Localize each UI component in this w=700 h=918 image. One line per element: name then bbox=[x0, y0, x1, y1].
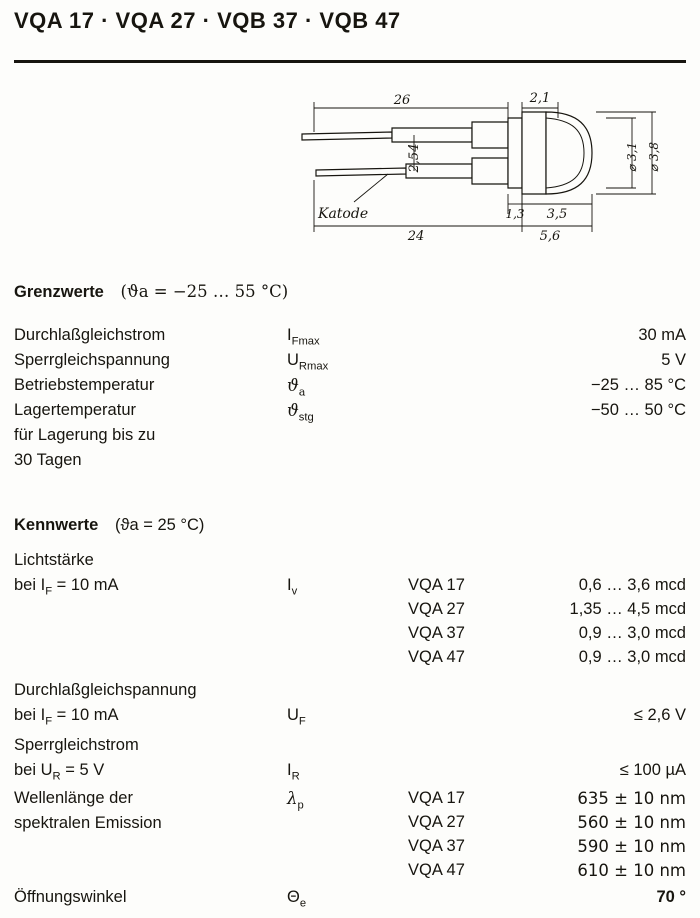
luminous-intensity-type-4: VQA 47 bbox=[408, 648, 465, 666]
forward-voltage-label-1: Durchlaßgleichspannung bbox=[14, 681, 197, 699]
cathode-label: Katode bbox=[318, 206, 369, 222]
luminous-intensity-symbol: $I_v$ bbox=[287, 576, 298, 598]
limit-value-operating-temp: −25 … 85 °C bbox=[590, 376, 686, 394]
storage-note-line-1: für Lagerung bis zu bbox=[14, 426, 156, 444]
title-part-4: VQB 47 bbox=[319, 8, 401, 33]
wavelength-type-4: VQA 47 bbox=[408, 861, 465, 879]
limit-label-forward-current: Durchlaßgleichstrom bbox=[14, 326, 166, 344]
forward-voltage-label-2: bei $I_F = 10$ mA bbox=[14, 706, 119, 728]
dim-2-1: 2,1 bbox=[529, 91, 551, 106]
dim-2-54: 2,54 bbox=[407, 143, 422, 173]
limit-label-operating-temp: Betriebstemperatur bbox=[14, 376, 155, 394]
limit-value-storage-temp: −50 … 50 °C bbox=[590, 401, 686, 419]
luminous-intensity-type-1: VQA 17 bbox=[408, 576, 465, 594]
forward-voltage-symbol: $U_F$ bbox=[287, 706, 306, 728]
beam-angle-label: Öffnungswinkel bbox=[14, 888, 127, 906]
title-separator-1: · bbox=[101, 8, 109, 33]
title-divider bbox=[14, 60, 686, 63]
title-separator-2: · bbox=[202, 8, 211, 33]
luminous-intensity-value-4: 0,9 … 3,0 mcd bbox=[578, 648, 686, 666]
limit-label-reverse-voltage: Sperrgleichspannung bbox=[14, 351, 170, 369]
title-separator-3: · bbox=[304, 8, 313, 33]
wavelength-value-1: 635 ± 10 nm bbox=[577, 789, 686, 808]
dim-3-5: 3,5 bbox=[546, 207, 568, 222]
luminous-intensity-label-2: bei $I_F = 10$ mA bbox=[14, 576, 119, 598]
limits-heading-text: Grenzwerte bbox=[14, 283, 104, 301]
limit-symbol-forward-current: $I_{Fmax}$ bbox=[287, 326, 320, 348]
title-part-1: VQA 17 bbox=[14, 8, 95, 33]
reverse-current-label-2: bei $U_R = 5$ V bbox=[14, 761, 105, 783]
limit-label-storage-temp: Lagertemperatur bbox=[14, 401, 136, 419]
reverse-current-label-1: Sperrgleichstrom bbox=[14, 736, 139, 754]
dim-5-6: 5,6 bbox=[539, 229, 561, 244]
storage-note-line-2: 30 Tagen bbox=[14, 451, 82, 469]
limit-value-forward-current: 30 mA bbox=[638, 326, 686, 344]
wavelength-type-3: VQA 37 bbox=[408, 837, 465, 855]
wavelength-label-2: spektralen Emission bbox=[14, 814, 162, 832]
dim-1-3: 1,3 bbox=[505, 207, 525, 221]
luminous-intensity-value-3: 0,9 … 3,0 mcd bbox=[578, 624, 686, 642]
wavelength-value-3: 590 ± 10 nm bbox=[577, 837, 686, 856]
wavelength-label-1: Wellenlänge der bbox=[14, 789, 133, 807]
dim-diameter-outer: ⌀ 3,8 bbox=[647, 141, 661, 173]
title-part-2: VQA 27 bbox=[115, 8, 196, 33]
characteristics-heading-text: Kennwerte bbox=[14, 516, 99, 534]
title-part-3: VQB 37 bbox=[217, 8, 299, 33]
luminous-intensity-value-2: 1,35 … 4,5 mcd bbox=[569, 600, 686, 618]
wavelength-value-2: 560 ± 10 nm bbox=[577, 813, 686, 832]
limit-symbol-reverse-voltage: $U_{Rmax}$ bbox=[287, 351, 329, 373]
characteristics-heading bbox=[14, 516, 204, 535]
wavelength-symbol: $\lambda_p$ bbox=[287, 789, 304, 812]
beam-angle-value: 70 ° bbox=[656, 888, 686, 906]
luminous-intensity-type-2: VQA 27 bbox=[408, 600, 465, 618]
limit-symbol-operating-temp: $ϑ_a$ bbox=[287, 376, 306, 399]
wavelength-type-1: VQA 17 bbox=[408, 789, 465, 807]
luminous-intensity-label-1: Lichtstärke bbox=[14, 551, 94, 569]
page-title bbox=[14, 8, 401, 34]
reverse-current-symbol: $I_R$ bbox=[287, 761, 300, 783]
led-outline-dimension-drawing bbox=[296, 82, 692, 260]
dim-24: 24 bbox=[407, 229, 425, 244]
wavelength-value-4: 610 ± 10 nm bbox=[577, 861, 686, 880]
luminous-intensity-type-3: VQA 37 bbox=[408, 624, 465, 642]
limits-condition: (ϑa = −25 … 55 °C) bbox=[120, 282, 289, 301]
wavelength-type-2: VQA 27 bbox=[408, 813, 465, 831]
dim-diameter-inner: ⌀ 3,1 bbox=[625, 141, 639, 173]
dim-26: 26 bbox=[393, 93, 411, 108]
limit-value-reverse-voltage: 5 V bbox=[661, 351, 686, 369]
characteristics-condition: (ϑa = 25 °C) bbox=[114, 516, 205, 534]
limit-symbol-storage-temp: $ϑ_{stg}$ bbox=[287, 401, 314, 424]
luminous-intensity-value-1: 0,6 … 3,6 mcd bbox=[578, 576, 686, 594]
limits-heading bbox=[14, 282, 288, 302]
beam-angle-symbol: $\Theta_e$ bbox=[287, 888, 307, 910]
reverse-current-value: ≤ 100 µA bbox=[619, 761, 686, 779]
forward-voltage-value: ≤ 2,6 V bbox=[633, 706, 686, 724]
